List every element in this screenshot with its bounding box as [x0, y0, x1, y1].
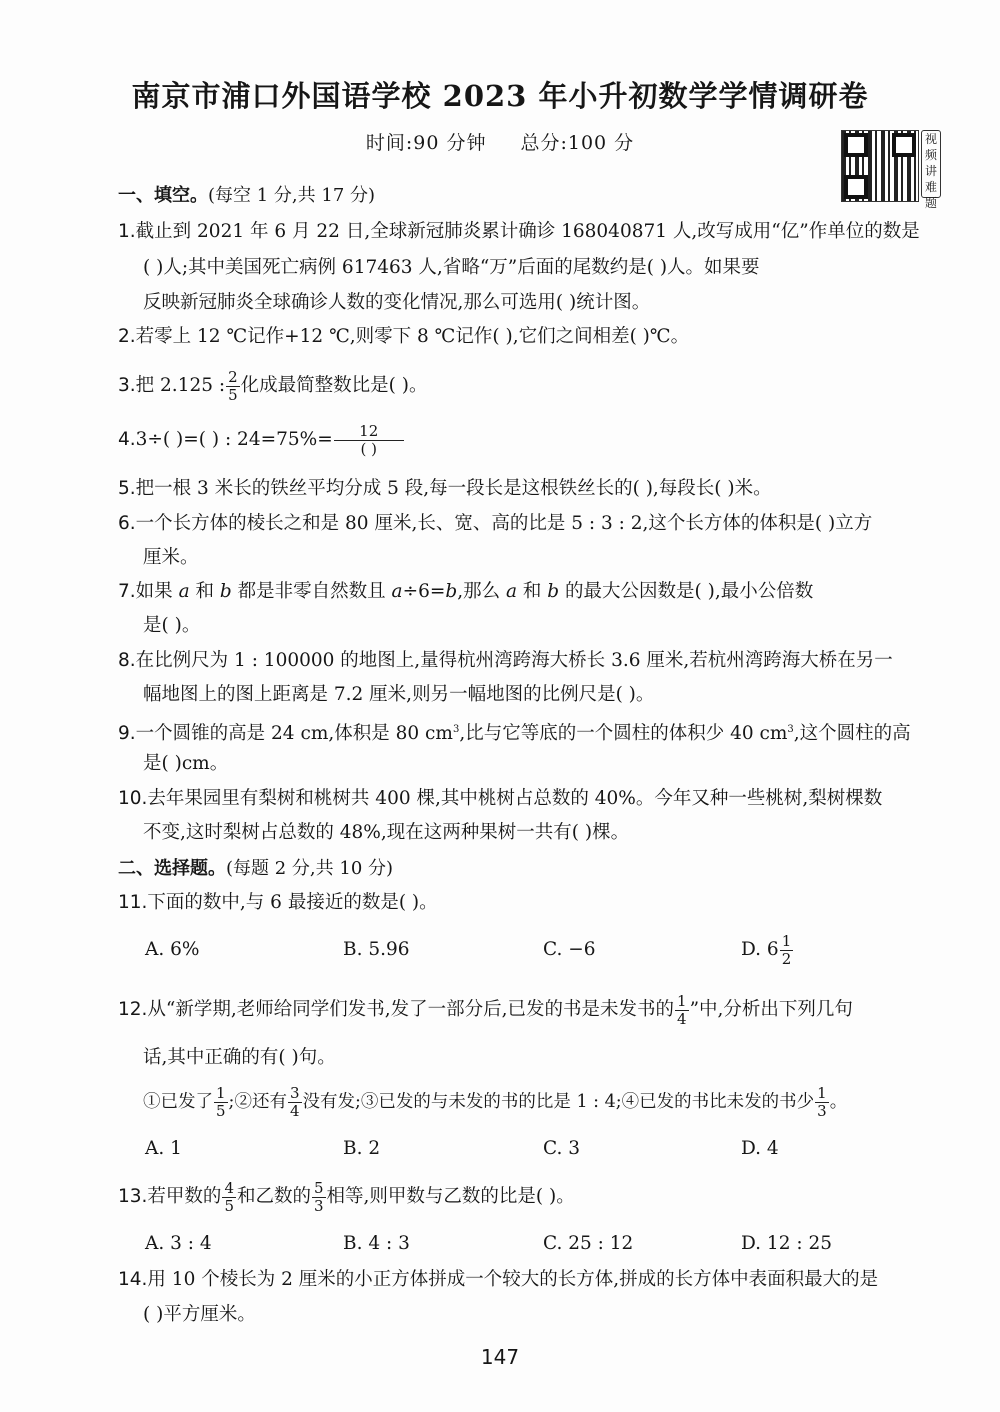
- question-14-line-1: [118, 1267, 878, 1293]
- variable-b: b: [547, 581, 560, 602]
- text: 都是非零自然数且: [237, 581, 386, 602]
- exam-time: 时间:90 分钟: [365, 132, 487, 154]
- denominator: ( ): [360, 439, 377, 458]
- fraction: [675, 993, 689, 1028]
- text: ,这个圆柱的高: [793, 723, 911, 745]
- question-text: 一个长方体的棱长之和是 80 厘米,长、宽、高的比是 5 : 3 : 2,这个长方体的体积是( )立方: [135, 513, 873, 534]
- question-text: 去年果园里有梨树和桃树共 400 棵,其中桃树占总数的 40%。今年又种一些桃树,梨树棵数: [147, 788, 883, 809]
- question-text: 把一根 3 米长的铁丝平均分成 5 段,每一段长是这根铁丝长的( ),每段长( )米。: [135, 478, 772, 499]
- question-12-line-2: 话,其中正确的有( )句。: [143, 1047, 336, 1068]
- question-number: 7.: [118, 581, 136, 602]
- text: 相等,则甲数与乙数的比是( )。: [326, 1186, 575, 1207]
- question-11: [118, 890, 438, 916]
- numerator: 4: [224, 1178, 234, 1197]
- text: ①已发了: [143, 1092, 213, 1112]
- question-text: 把 2.125 :: [135, 375, 226, 396]
- text: 如果: [135, 581, 173, 602]
- numerator: 1: [216, 1084, 226, 1102]
- numerator: 1: [817, 1084, 827, 1102]
- section-note: (每题 2 分,共 10 分): [226, 858, 394, 879]
- text: 的最大公因数是( ),最小公倍数: [565, 581, 814, 602]
- question-6-line-1: [118, 511, 872, 537]
- question-number: 2.: [118, 326, 136, 347]
- text: 一个圆锥的高是 24 cm,体积是 80 cm: [135, 723, 453, 745]
- numerator: 5: [314, 1178, 324, 1197]
- text: 从“新学期,老师给同学们发书,发了一部分后,已发的书是未发书的: [147, 999, 675, 1020]
- question-1-line-2: ( )人;其中美国死亡病例 617463 人,省略“万”后面的尾数约是( )人。如果要: [143, 257, 760, 278]
- question-number: 10.: [118, 788, 148, 809]
- fraction: [815, 1085, 829, 1120]
- fraction: [222, 1180, 236, 1215]
- question-9-line-1: [118, 717, 911, 743]
- question-number: 6.: [118, 513, 136, 534]
- question-14-line-2: ( )平方厘米。: [143, 1304, 256, 1325]
- text: ,比与它等底的一个圆柱的体积少 40 cm: [459, 723, 788, 745]
- denominator: 3: [314, 1196, 324, 1215]
- text: ;②还有: [228, 1092, 287, 1112]
- question-8-line-2: 幅地图上的图上距离是 7.2 厘米,则另一幅地图的比例尺是( )。: [143, 684, 655, 705]
- operator: ÷6=: [402, 581, 446, 602]
- video-explanation-tag: 视频讲难题: [921, 130, 941, 198]
- question-number: 14.: [118, 1269, 148, 1290]
- question-2: [118, 324, 689, 350]
- numerator: 3: [289, 1084, 300, 1102]
- denominator: 4: [677, 1009, 687, 1028]
- question-text: 下面的数中,与 6 最接近的数是( )。: [147, 892, 438, 913]
- fraction: [226, 369, 240, 404]
- question-12-statements: [143, 1082, 847, 1122]
- option-c[interactable]: C. 25 : 12: [543, 1233, 634, 1254]
- question-1-line-1: [118, 219, 920, 245]
- question-12-line-1: [118, 990, 853, 1030]
- text: 没有发;③已发的与未发的书的比是 1 : 4;④已发的书比未发的书少: [302, 1092, 815, 1112]
- variable-a: a: [505, 581, 517, 602]
- numerator: 1: [781, 931, 792, 950]
- superscript: 3: [787, 724, 794, 735]
- question-13: [118, 1175, 575, 1219]
- option-c[interactable]: C. −6: [543, 939, 596, 960]
- question-number: 1.: [118, 221, 136, 242]
- option-text: D. 6: [741, 939, 779, 960]
- question-number: 9.: [118, 723, 136, 745]
- text: 若甲数的: [147, 1186, 222, 1207]
- question-9-line-2: 是( )cm。: [143, 753, 229, 774]
- question-7-line-1: [118, 579, 813, 605]
- option-d[interactable]: D. 4: [741, 1138, 779, 1159]
- option-c[interactable]: C. 3: [543, 1138, 581, 1159]
- text: 和: [195, 581, 214, 602]
- question-number: 8.: [118, 650, 136, 671]
- text: 和乙数的: [236, 1186, 311, 1207]
- qr-code-icon[interactable]: [841, 130, 919, 202]
- question-text-cont: 化成最简整数比是( )。: [240, 375, 428, 396]
- numerator: 12: [334, 423, 404, 441]
- option-d[interactable]: [741, 930, 794, 970]
- option-b[interactable]: B. 4 : 3: [343, 1233, 410, 1254]
- section-fill-blank-heading: [118, 183, 375, 209]
- option-a[interactable]: A. 3 : 4: [145, 1233, 212, 1254]
- fraction: [288, 1085, 302, 1120]
- variable-b: b: [219, 581, 232, 602]
- denominator: 5: [228, 385, 238, 404]
- question-text: 用 10 个棱长为 2 厘米的小正方体拼成一个较大的长方体,拼成的长方体中表面积最大的是: [147, 1269, 879, 1290]
- question-text: 截止到 2021 年 6 月 22 日,全球新冠肺炎累计确诊 168040871 人,改写成用“亿”作单位的数是: [135, 221, 920, 242]
- question-text: 在比例尺为 1 : 100000 的地图上,量得杭州湾跨海大桥长 3.6 厘米,若杭州湾跨海大桥在另一: [135, 650, 893, 671]
- question-6-line-2: 厘米。: [143, 547, 199, 568]
- fraction: [214, 1085, 228, 1120]
- question-text: 若零上 12 ℃记作+12 ℃,则零下 8 ℃记作( ),它们之间相差( )℃。: [135, 326, 690, 347]
- option-a[interactable]: A. 6%: [145, 939, 200, 960]
- question-number: 3.: [118, 375, 136, 396]
- question-8-line-1: [118, 648, 893, 674]
- variable-b: b: [445, 581, 458, 602]
- denominator: 3: [817, 1102, 827, 1120]
- option-a[interactable]: A. 1: [145, 1138, 182, 1159]
- fraction: [780, 933, 794, 968]
- denominator: 4: [289, 1102, 300, 1120]
- text: 和: [522, 581, 542, 602]
- text: ,那么: [457, 581, 501, 602]
- text: 。: [829, 1092, 848, 1112]
- question-text: 3÷( )=( ) : 24=75%=: [135, 429, 333, 450]
- section-choice-heading: [118, 856, 393, 882]
- variable-a: a: [178, 581, 190, 602]
- fraction: [312, 1180, 326, 1215]
- question-7-line-2: 是( )。: [143, 615, 201, 636]
- exam-total-score: 总分:100 分: [520, 132, 635, 154]
- question-3: [118, 366, 428, 406]
- numerator: 2: [228, 367, 238, 386]
- question-10-line-2: 不变,这时梨树占总数的 48%,现在这两种果树一共有( )棵。: [143, 822, 630, 843]
- variable-a: a: [391, 581, 403, 602]
- section-note: (每空 1 分,共 17 分): [208, 185, 376, 206]
- question-10-line-1: [118, 786, 882, 812]
- option-d[interactable]: D. 12 : 25: [741, 1233, 833, 1254]
- question-number: 12.: [118, 999, 148, 1020]
- denominator: 2: [781, 949, 792, 968]
- option-b[interactable]: B. 2: [343, 1138, 381, 1159]
- denominator: 5: [216, 1102, 226, 1120]
- section-label: 二、选择题。: [118, 858, 226, 879]
- fraction: [334, 423, 404, 458]
- page-number: 147: [480, 1345, 520, 1369]
- question-4: [118, 418, 405, 462]
- section-label: 一、填空。: [118, 185, 208, 206]
- question-number: 11.: [118, 892, 148, 913]
- question-number: 4.: [118, 429, 136, 450]
- page-title: 南京市浦口外国语学校 2023 年小升初数学学情调研卷: [131, 79, 869, 113]
- denominator: 5: [224, 1196, 234, 1215]
- question-number: 5.: [118, 478, 136, 499]
- numerator: 1: [677, 991, 687, 1010]
- option-b[interactable]: B. 5.96: [343, 939, 410, 960]
- text: ”中,分析出下列几句: [689, 999, 853, 1020]
- superscript: 3: [452, 724, 460, 735]
- question-1-line-3: 反映新冠肺炎全球确诊人数的变化情况,那么可选用( )统计图。: [143, 292, 651, 313]
- question-number: 13.: [118, 1186, 148, 1207]
- question-5: [118, 476, 772, 502]
